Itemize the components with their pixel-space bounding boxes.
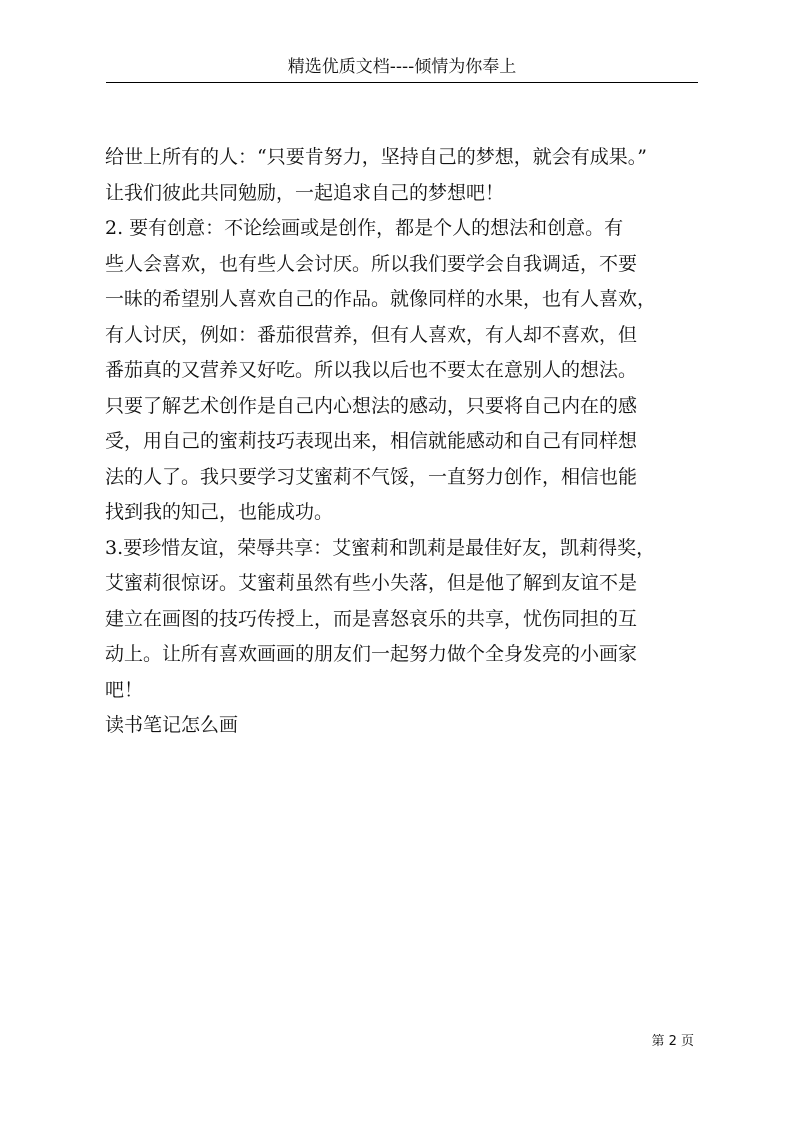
document-body: [105, 140, 701, 744]
text-line: 给世上所有的人：“只要肯努力，坚持自己的梦想，就会有成果。”: [105, 146, 647, 168]
text-line: 让我们彼此共同勉励，一起追求自己的梦想吧！: [105, 181, 505, 204]
page-header: 精选优质文档----倾情为你奉上: [106, 55, 698, 83]
text-line: 艾蜜莉很惊讶。艾蜜莉虽然有些小失落，但是他了解到友谊不是: [105, 572, 638, 594]
text-line: 吧！: [105, 678, 144, 701]
text-line: 法的人了。我只要学习艾蜜莉不气馁，一直努力创作，相信也能: [105, 465, 638, 488]
text-line: 3.要珍惜友谊，荣辱共享：艾蜜莉和凯莉是最佳好友，凯莉得奖，: [105, 536, 656, 559]
text-line: 有人讨厌，例如：番茄很营养，但有人喜欢，有人却不喜欢，但: [105, 323, 638, 346]
text-line: 建立在画图的技巧传授上，而是喜怒哀乐的共享，忧伤同担的互: [105, 607, 638, 630]
page-number: 第 2 页: [651, 1034, 694, 1049]
text-line: 2. 要有创意：不论绘画或是创作，都是个人的想法和创意。有: [105, 217, 624, 239]
text-line: 一昧的希望别人喜欢自己的作品。就像同样的水果，也有人喜欢，: [105, 288, 657, 310]
text-line: 些人会喜欢，也有些人会讨厌。所以我们要学会自我调适，不要: [105, 252, 638, 275]
section-heading: 读书笔记怎么画: [105, 714, 239, 736]
text-line: 番茄真的又营养又好吃。所以我以后也不要太在意别人的想法。: [105, 359, 638, 381]
text-line: 找到我的知己，也能成功。: [105, 501, 334, 523]
text-line: 受，用自己的蜜莉技巧表现出来，相信就能感动和自己有同样想: [105, 430, 638, 452]
text-line: 只要了解艺术创作是自己内心想法的感动，只要将自己内在的感: [105, 394, 638, 417]
text-line: 动上。让所有喜欢画画的朋友们一起努力做个全身发亮的小画家: [105, 643, 638, 665]
